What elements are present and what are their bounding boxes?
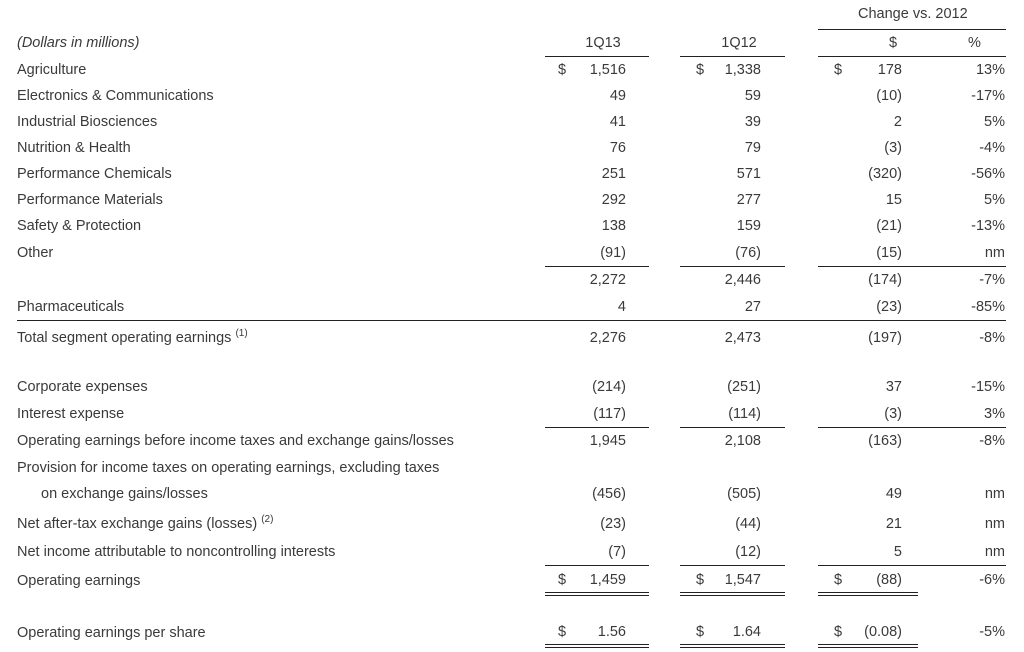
cell-dollar-change: (10) — [876, 88, 902, 104]
cell-1q12: 1,338 — [724, 62, 761, 78]
cell-pct-change: 5% — [984, 114, 1005, 130]
currency-sign: $ — [558, 572, 567, 588]
cell-pct-change: -56% — [971, 166, 1005, 182]
cell-dollar-change: 178 — [877, 62, 902, 78]
cell-1q12: 571 — [736, 166, 761, 182]
pretax-earnings-1q12: 2,108 — [724, 433, 761, 449]
eps-double-rule-1q13 — [545, 644, 649, 648]
nci-pct-change: nm — [984, 544, 1005, 560]
eps-1q12: 1.64 — [732, 624, 761, 640]
cell-dollar-change: (320) — [868, 166, 902, 182]
change-vs-2012-header: Change vs. 2012 — [858, 6, 968, 22]
table-row-label: Industrial Biosciences — [17, 114, 158, 130]
operating-earnings-1q13: 1,459 — [589, 572, 626, 588]
corporate-expenses-dollar-change: 37 — [885, 379, 902, 395]
currency-sign: $ — [696, 624, 705, 640]
cell-1q13: 1,516 — [589, 62, 626, 78]
footnote-ref: (2) — [261, 514, 274, 525]
header-rule-1q12 — [680, 56, 785, 57]
op-earnings-double-rule-1q12 — [680, 592, 785, 596]
cell-dollar-change: 15 — [885, 192, 902, 208]
op-earnings-double-rule-1q13 — [545, 592, 649, 596]
cell-1q13: (91) — [600, 245, 626, 261]
cell-1q13: 251 — [601, 166, 626, 182]
total-segment-rule — [17, 320, 1006, 321]
col-header-1q13: 1Q13 — [585, 35, 621, 51]
total-segment-label — [17, 330, 248, 346]
total-segment-dollar-change: (197) — [868, 330, 902, 346]
fx-gains-1q12: (44) — [735, 516, 761, 532]
currency-sign: $ — [834, 62, 843, 78]
provision-label-line1: Provision for income taxes on operating earnings, excluding taxes — [17, 460, 440, 476]
operating-earnings-dollar-change: (88) — [876, 572, 902, 588]
total-segment-label-text: Total segment operating earnings — [17, 330, 232, 346]
fx-gains-1q13: (23) — [600, 516, 626, 532]
op-earnings-rule-1q12 — [680, 565, 785, 566]
table-row-label: Electronics & Communications — [17, 88, 214, 104]
pretax-earnings-dollar-change: (163) — [868, 433, 902, 449]
nci-dollar-change: 5 — [893, 544, 902, 560]
eps-1q13: 1.56 — [597, 624, 626, 640]
cell-1q12: 39 — [744, 114, 761, 130]
total-segment-1q12: 2,473 — [724, 330, 761, 346]
nci-1q13: (7) — [608, 544, 626, 560]
pharmaceuticals-label: Pharmaceuticals — [17, 299, 125, 315]
cell-dollar-change: (3) — [884, 140, 902, 156]
col-header-dollar-change: $ — [888, 35, 898, 51]
operating-earnings-1q12: 1,547 — [724, 572, 761, 588]
eps-double-rule-change — [818, 644, 918, 648]
eps-label: Operating earnings per share — [17, 625, 206, 641]
pretax-earnings-label: Operating earnings before income taxes and exchange gains/losses — [17, 433, 454, 449]
col-header-1q12: 1Q12 — [721, 35, 757, 51]
pharmaceuticals-1q13: 4 — [617, 299, 626, 315]
cell-1q12: 159 — [736, 218, 761, 234]
subtotal-pct-change: -7% — [979, 272, 1005, 288]
cell-dollar-change: (21) — [876, 218, 902, 234]
interest-expense-1q12: (114) — [728, 406, 761, 422]
pretax-rule-1q12 — [680, 427, 785, 428]
op-earnings-rule-1q13 — [545, 565, 649, 566]
cell-pct-change: -13% — [971, 218, 1005, 234]
cell-1q13: 49 — [609, 88, 626, 104]
corporate-expenses-pct-change: -15% — [971, 379, 1005, 395]
provision-label-line2: on exchange gains/losses — [41, 486, 208, 502]
cell-1q12: 79 — [744, 140, 761, 156]
operating-earnings-pct-change: -6% — [979, 572, 1005, 588]
table-row-label: Performance Materials — [17, 192, 163, 208]
subtotal-dollar-change: (174) — [868, 272, 902, 288]
cell-1q12: 59 — [744, 88, 761, 104]
fx-gains-pct-change: nm — [984, 516, 1005, 532]
header-rule-1q13 — [545, 56, 649, 57]
subtotal-rule-1q12 — [680, 266, 785, 267]
total-segment-1q13: 2,276 — [589, 330, 626, 346]
provision-1q13: (456) — [592, 486, 626, 502]
cell-dollar-change: (15) — [876, 245, 902, 261]
col-header-pct-change: % — [968, 35, 981, 51]
cell-1q13: 138 — [601, 218, 626, 234]
cell-1q12: 277 — [736, 192, 761, 208]
cell-1q13: 76 — [609, 140, 626, 156]
cell-pct-change: -4% — [979, 140, 1005, 156]
eps-pct-change: -5% — [979, 624, 1005, 640]
subtotal-rule-change — [818, 266, 1006, 267]
table-row-label: Nutrition & Health — [17, 140, 131, 156]
cell-1q12: (76) — [735, 245, 761, 261]
eps-dollar-change: (0.08) — [864, 624, 902, 640]
interest-expense-pct-change: 3% — [984, 406, 1005, 422]
table-row-label: Performance Chemicals — [17, 166, 172, 182]
currency-sign: $ — [696, 62, 705, 78]
total-segment-pct-change: -8% — [979, 330, 1005, 346]
subtotal-1q13: 2,272 — [589, 272, 626, 288]
provision-1q12: (505) — [727, 486, 761, 502]
cell-pct-change: 5% — [984, 192, 1005, 208]
pharmaceuticals-dollar-change: (23) — [876, 299, 902, 315]
pretax-rule-1q13 — [545, 427, 649, 428]
footnote-ref: (1) — [235, 328, 248, 339]
fx-gains-label — [17, 516, 273, 532]
cell-1q13: 41 — [609, 114, 626, 130]
pretax-rule-change — [818, 427, 1006, 428]
provision-dollar-change: 49 — [885, 486, 902, 502]
units-note: (Dollars in millions) — [17, 35, 140, 51]
pretax-earnings-pct-change: -8% — [979, 433, 1005, 449]
fx-gains-dollar-change: 21 — [885, 516, 902, 532]
currency-sign: $ — [696, 572, 705, 588]
op-earnings-rule-change — [818, 565, 1006, 566]
table-row-label: Safety & Protection — [17, 218, 142, 234]
nci-1q12: (12) — [735, 544, 761, 560]
header-rule-change — [818, 29, 1006, 30]
cell-dollar-change: 2 — [893, 114, 902, 130]
corporate-expenses-1q12: (251) — [727, 379, 761, 395]
cell-pct-change: nm — [984, 245, 1005, 261]
currency-sign: $ — [834, 624, 843, 640]
subtotal-rule-1q13 — [545, 266, 649, 267]
table-row-label: Other — [17, 245, 54, 261]
pharmaceuticals-pct-change: -85% — [971, 299, 1005, 315]
interest-expense-1q13: (117) — [593, 406, 626, 422]
corporate-expenses-1q13: (214) — [592, 379, 626, 395]
op-earnings-double-rule-change — [818, 592, 918, 596]
eps-double-rule-1q12 — [680, 644, 785, 648]
interest-expense-dollar-change: (3) — [884, 406, 902, 422]
interest-expense-label: Interest expense — [17, 406, 125, 422]
corporate-expenses-label: Corporate expenses — [17, 379, 148, 395]
currency-sign: $ — [834, 572, 843, 588]
nci-label: Net income attributable to noncontrolling interests — [17, 544, 336, 560]
operating-earnings-label: Operating earnings — [17, 573, 141, 589]
provision-pct-change: nm — [984, 486, 1005, 502]
pretax-earnings-1q13: 1,945 — [589, 433, 626, 449]
cell-1q13: 292 — [601, 192, 626, 208]
table-row-label: Agriculture — [17, 62, 87, 78]
fx-gains-label-text: Net after-tax exchange gains (losses) — [17, 516, 258, 532]
header-rule-change-cols — [818, 56, 1006, 57]
pharmaceuticals-1q12: 27 — [744, 299, 761, 315]
cell-pct-change: -17% — [971, 88, 1005, 104]
subtotal-1q12: 2,446 — [724, 272, 761, 288]
currency-sign: $ — [558, 62, 567, 78]
cell-pct-change: 13% — [975, 62, 1005, 78]
currency-sign: $ — [558, 624, 567, 640]
